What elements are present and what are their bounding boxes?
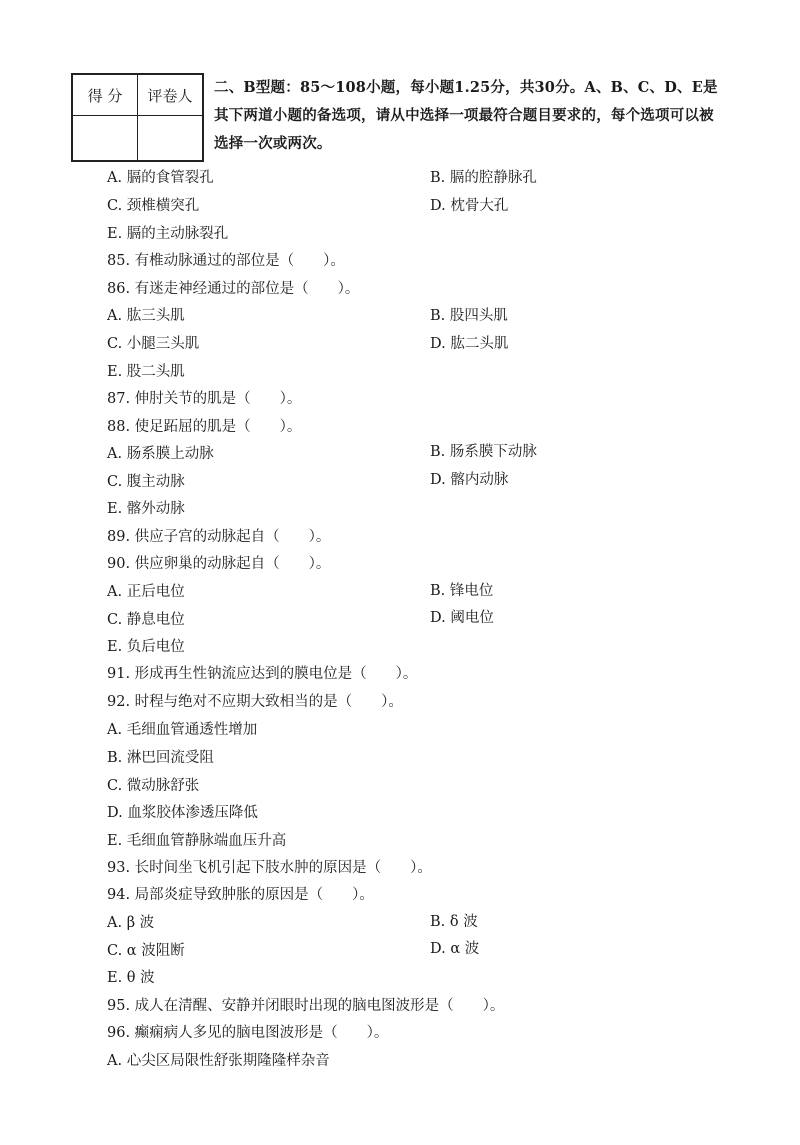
option-a: A. 心尖区局限性舒张期隆隆样杂音: [107, 1053, 330, 1069]
question-94: 94. 局部炎症导致肿胀的原因是（ ）。: [107, 887, 374, 903]
option-c: C. 小腿三头肌: [107, 336, 200, 352]
option-b: B. 肠系膜下动脉: [430, 444, 537, 460]
option-a: A. 毛细血管通透性增加: [107, 722, 258, 738]
option-a: A. 正后电位: [107, 584, 185, 600]
section-intro: 二、B型题：85～108小题，每小题1.25分，共30分。A、B、C、D、E是其下两道小题的备选项，请从中选择一项最符合题目要求的，每个选项可以被选择一次或两次。: [214, 79, 718, 152]
option-e: E. θ 波: [107, 970, 155, 986]
option-b: B. 锋电位: [430, 583, 494, 599]
question-92: 92. 时程与绝对不应期大致相当的是（ ）。: [107, 694, 403, 710]
option-a: A. β 波: [107, 915, 155, 931]
option-e: E. 毛细血管静脉端血压升高: [107, 833, 287, 849]
option-d: D. α 波: [430, 941, 480, 957]
option-c: C. 颈椎横突孔: [107, 198, 200, 214]
grader-cell[interactable]: [138, 116, 204, 162]
question-89: 89. 供应子宫的动脉起自（ ）。: [107, 529, 331, 545]
question-93: 93. 长时间坐飞机引起下肢水肿的原因是（ ）。: [107, 860, 432, 876]
question-90: 90. 供应卵巢的动脉起自（ ）。: [107, 556, 331, 572]
question-86: 86. 有迷走神经通过的部位是（ ）。: [107, 281, 360, 297]
option-a: A. 膈的食管裂孔: [107, 170, 214, 186]
grader-label: 评卷人: [138, 74, 204, 116]
option-d: D. 髂内动脉: [430, 472, 509, 488]
option-e: E. 负后电位: [107, 639, 185, 655]
option-b: B. 膈的腔静脉孔: [430, 170, 537, 186]
option-b: B. 股四头肌: [430, 308, 508, 324]
option-e: E. 髂外动脉: [107, 501, 185, 517]
question-91: 91. 形成再生性钠流应达到的膜电位是（ ）。: [107, 666, 418, 682]
option-c: C. 静息电位: [107, 612, 185, 628]
option-e: E. 股二头肌: [107, 364, 185, 380]
option-a: A. 肱三头肌: [107, 308, 185, 324]
option-d: D. 肱二头肌: [430, 336, 509, 352]
option-c: C. 微动脉舒张: [107, 778, 200, 794]
question-88: 88. 使足跖屈的肌是（ ）。: [107, 419, 302, 435]
score-label: 得 分: [72, 74, 138, 116]
option-d: D. 枕骨大孔: [430, 198, 509, 214]
score-cell[interactable]: [72, 116, 138, 162]
option-a: A. 肠系膜上动脉: [107, 446, 214, 462]
option-b: B. 淋巴回流受阻: [107, 750, 214, 766]
option-e: E. 膈的主动脉裂孔: [107, 226, 229, 242]
option-d: D. 血浆胶体渗透压降低: [107, 805, 258, 821]
option-d: D. 阈电位: [430, 610, 494, 626]
option-c: C. α 波阻断: [107, 943, 185, 959]
question-96: 96. 癫痫病人多见的脑电图波形是（ ）。: [107, 1025, 389, 1041]
option-b: B. δ 波: [430, 914, 478, 930]
question-87: 87. 伸肘关节的肌是（ ）。: [107, 391, 302, 407]
score-table: [71, 73, 204, 162]
question-95: 95. 成人在清醒、安静并闭眼时出现的脑电图波形是（ ）。: [107, 998, 505, 1014]
option-c: C. 腹主动脉: [107, 474, 185, 490]
question-85: 85. 有椎动脉通过的部位是（ ）。: [107, 253, 345, 269]
